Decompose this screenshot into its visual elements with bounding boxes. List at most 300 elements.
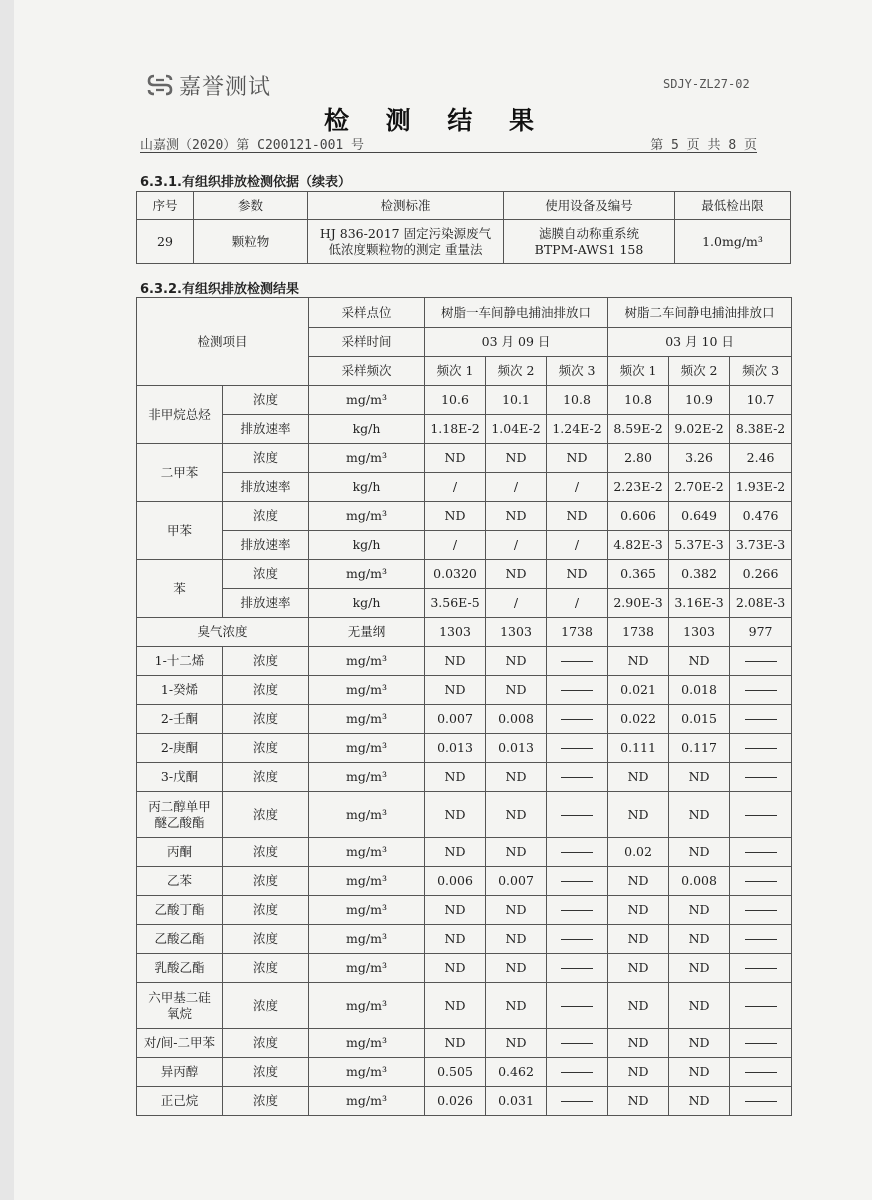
basis-header-cell: 使用设备及编号 (504, 192, 675, 220)
section-title-basis: 6.3.1.有组织排放检测依据（续表） (140, 175, 351, 190)
unit-cell: kg/h (309, 473, 425, 502)
value-cell: 0.117 (669, 734, 730, 763)
unit-cell: mg/m³ (309, 838, 425, 867)
table-row (137, 954, 792, 983)
param-cell: 浓度 (223, 867, 309, 896)
value-cell: 0.606 (608, 502, 669, 531)
report-line (140, 132, 757, 153)
dash-mark (745, 748, 777, 749)
value-cell: 0.013 (486, 734, 547, 763)
value-cell (730, 896, 792, 925)
item-name: 丙二醇单甲 醚乙酸酯 (137, 792, 223, 838)
param-cell: 浓度 (223, 386, 309, 415)
dash-mark (561, 1072, 593, 1073)
table-row (137, 415, 792, 444)
value-cell: 3.73E-3 (730, 531, 792, 560)
param-cell: 浓度 (223, 560, 309, 589)
dash-mark (561, 777, 593, 778)
param-cell: 浓度 (223, 676, 309, 705)
value-cell: 3.16E-3 (669, 589, 730, 618)
unit-cell: mg/m³ (309, 763, 425, 792)
value-cell: 0.462 (486, 1058, 547, 1087)
value-cell: 10.7 (730, 386, 792, 415)
value-cell: 0.008 (486, 705, 547, 734)
dash-mark (561, 1101, 593, 1102)
param-cell: 浓度 (223, 1087, 309, 1116)
value-cell: ND (425, 896, 486, 925)
value-cell: ND (669, 954, 730, 983)
value-cell (547, 1087, 608, 1116)
value-cell: ND (486, 647, 547, 676)
freq-cell: 频次 1 (425, 357, 486, 386)
dash-mark (745, 719, 777, 720)
value-cell: 1303 (669, 618, 730, 647)
table-row (137, 838, 792, 867)
freq-cell: 频次 2 (669, 357, 730, 386)
unit-cell: mg/m³ (309, 1087, 425, 1116)
table-row (137, 473, 792, 502)
dash-mark (561, 661, 593, 662)
sampling-point-1: 树脂一车间静电捕油排放口 (425, 298, 608, 328)
value-cell: 0.015 (669, 705, 730, 734)
param-cell: 浓度 (223, 954, 309, 983)
value-cell: 2.46 (730, 444, 792, 473)
table-row (137, 705, 792, 734)
dash-mark (561, 881, 593, 882)
item-name: 六甲基二硅 氧烷 (137, 983, 223, 1029)
param-cell: 浓度 (223, 502, 309, 531)
item-name: 乙酸丁酯 (137, 896, 223, 925)
value-cell: 2.70E-2 (669, 473, 730, 502)
table-row (137, 867, 792, 896)
table-row (137, 1087, 792, 1116)
value-cell: ND (669, 763, 730, 792)
logo-text: 嘉誉测试 (179, 74, 272, 100)
dash-mark (561, 719, 593, 720)
table-row (137, 444, 792, 473)
value-cell: 3.26 (669, 444, 730, 473)
value-cell: ND (425, 925, 486, 954)
time-label: 采样时间 (309, 328, 425, 357)
unit-cell: kg/h (309, 589, 425, 618)
value-cell (730, 838, 792, 867)
value-cell: ND (608, 647, 669, 676)
value-cell: ND (608, 1087, 669, 1116)
dash-mark (745, 1072, 777, 1073)
value-cell: ND (486, 838, 547, 867)
value-cell: 0.007 (425, 705, 486, 734)
table-row (137, 386, 792, 415)
value-cell: 0.021 (608, 676, 669, 705)
value-cell (730, 705, 792, 734)
value-cell: 1303 (486, 618, 547, 647)
param-cell: 浓度 (223, 1029, 309, 1058)
value-cell: 2.80 (608, 444, 669, 473)
item-name: 异丙醇 (137, 1058, 223, 1087)
param-cell: 浓度 (223, 444, 309, 473)
value-cell: / (425, 473, 486, 502)
value-cell: ND (486, 676, 547, 705)
page-title: 检 测 结 果 (323, 106, 549, 135)
value-cell: ND (608, 792, 669, 838)
dash-mark (561, 939, 593, 940)
unit-cell: mg/m³ (309, 1058, 425, 1087)
value-cell (547, 867, 608, 896)
param-cell: 浓度 (223, 705, 309, 734)
param-cell: 排放速率 (223, 531, 309, 560)
value-cell: 977 (730, 618, 792, 647)
value-cell: 0.111 (608, 734, 669, 763)
document-code: SDJY-ZL27-02 (663, 77, 750, 91)
value-cell: ND (547, 560, 608, 589)
param-cell: 排放速率 (223, 589, 309, 618)
value-cell: 0.018 (669, 676, 730, 705)
value-cell: 1303 (425, 618, 486, 647)
param-cell: 排放速率 (223, 415, 309, 444)
table-row (137, 1058, 792, 1087)
value-cell: 10.1 (486, 386, 547, 415)
table-row (137, 734, 792, 763)
value-cell: 3.56E-5 (425, 589, 486, 618)
value-cell: ND (486, 896, 547, 925)
dash-mark (745, 1101, 777, 1102)
value-cell: ND (425, 763, 486, 792)
value-cell: 0.007 (486, 867, 547, 896)
value-cell: ND (669, 925, 730, 954)
item-name: 乳酸乙酯 (137, 954, 223, 983)
value-cell (547, 896, 608, 925)
unit-cell: mg/m³ (309, 705, 425, 734)
unit-cell: mg/m³ (309, 896, 425, 925)
value-cell: ND (425, 792, 486, 838)
table-row (137, 647, 792, 676)
value-cell: 0.022 (608, 705, 669, 734)
unit-cell: mg/m³ (309, 386, 425, 415)
value-cell: ND (486, 502, 547, 531)
value-cell: ND (608, 1058, 669, 1087)
value-cell: ND (425, 838, 486, 867)
value-cell (547, 838, 608, 867)
item-name: 乙苯 (137, 867, 223, 896)
value-cell (547, 763, 608, 792)
param-cell: 浓度 (223, 838, 309, 867)
value-cell: ND (425, 983, 486, 1029)
dash-mark (561, 968, 593, 969)
value-cell: ND (669, 1087, 730, 1116)
value-cell: ND (669, 647, 730, 676)
param-cell: 浓度 (223, 792, 309, 838)
value-cell: ND (486, 954, 547, 983)
dash-mark (745, 1043, 777, 1044)
basis-table (136, 191, 791, 264)
unit-cell: mg/m³ (309, 867, 425, 896)
value-cell (730, 763, 792, 792)
param-cell: 浓度 (223, 647, 309, 676)
dash-mark (561, 748, 593, 749)
dash-mark (561, 815, 593, 816)
value-cell: / (425, 531, 486, 560)
item-name: 2-庚酮 (137, 734, 223, 763)
value-cell: / (547, 531, 608, 560)
basis-limit: 1.0mg/m³ (675, 220, 791, 264)
value-cell: 0.008 (669, 867, 730, 896)
value-cell: ND (608, 954, 669, 983)
report-number: 山嘉测（2020）第 C200121-001 号 (140, 138, 365, 153)
value-cell: ND (486, 763, 547, 792)
value-cell (547, 705, 608, 734)
table-row (137, 896, 792, 925)
param-cell: 浓度 (223, 896, 309, 925)
value-cell (730, 983, 792, 1029)
value-cell: 10.8 (608, 386, 669, 415)
item-name: 丙酮 (137, 838, 223, 867)
value-cell: 0.006 (425, 867, 486, 896)
value-cell (547, 734, 608, 763)
value-cell: 0.505 (425, 1058, 486, 1087)
value-cell: 10.6 (425, 386, 486, 415)
value-cell: ND (486, 1029, 547, 1058)
basis-param: 颗粒物 (194, 220, 308, 264)
value-cell: ND (608, 763, 669, 792)
value-cell: 2.08E-3 (730, 589, 792, 618)
item-name: 1-癸烯 (137, 676, 223, 705)
value-cell: 1738 (547, 618, 608, 647)
value-cell: ND (425, 647, 486, 676)
value-cell: ND (486, 983, 547, 1029)
param-cell: 浓度 (223, 983, 309, 1029)
table-row (137, 763, 792, 792)
item-name: 乙酸乙酯 (137, 925, 223, 954)
table-row (137, 560, 792, 589)
value-cell: 0.476 (730, 502, 792, 531)
unit-cell: mg/m³ (309, 1029, 425, 1058)
section-title-results: 6.3.2.有组织排放检测结果 (140, 282, 299, 297)
value-cell: 0.013 (425, 734, 486, 763)
item-name: 正己烷 (137, 1087, 223, 1116)
table-row (137, 531, 792, 560)
value-cell (547, 925, 608, 954)
unit-cell: mg/m³ (309, 792, 425, 838)
unit-cell: mg/m³ (309, 647, 425, 676)
value-cell: ND (669, 896, 730, 925)
value-cell: 1.18E-2 (425, 415, 486, 444)
sampling-date-2: 03 月 10 日 (608, 328, 792, 357)
value-cell: ND (669, 983, 730, 1029)
dash-mark (745, 939, 777, 940)
value-cell: ND (486, 925, 547, 954)
value-cell (730, 1087, 792, 1116)
value-cell: / (547, 473, 608, 502)
value-cell (730, 734, 792, 763)
sampling-date-1: 03 月 09 日 (425, 328, 608, 357)
value-cell: 2.23E-2 (608, 473, 669, 502)
item-name: 1-十二烯 (137, 647, 223, 676)
unit-cell: 无量纲 (309, 618, 425, 647)
dash-mark (745, 815, 777, 816)
value-cell: 5.37E-3 (669, 531, 730, 560)
value-cell: ND (486, 444, 547, 473)
unit-cell: mg/m³ (309, 560, 425, 589)
dash-mark (745, 881, 777, 882)
table-row (137, 1029, 792, 1058)
value-cell: 4.82E-3 (608, 531, 669, 560)
item-name: 2-壬酮 (137, 705, 223, 734)
value-cell: 0.365 (608, 560, 669, 589)
basis-header-cell: 检测标准 (308, 192, 504, 220)
value-cell: ND (425, 676, 486, 705)
value-cell (730, 676, 792, 705)
basis-header-row (137, 192, 791, 220)
dash-mark (561, 1006, 593, 1007)
logo-icon (147, 72, 173, 98)
value-cell: ND (486, 560, 547, 589)
value-cell: 0.649 (669, 502, 730, 531)
basis-header-cell: 最低检出限 (675, 192, 791, 220)
value-cell: ND (608, 983, 669, 1029)
basis-row (137, 220, 791, 264)
dash-mark (561, 1043, 593, 1044)
param-cell: 排放速率 (223, 473, 309, 502)
basis-standard: HJ 836-2017 固定污染源废气 低浓度颗粒物的测定 重量法 (308, 220, 504, 264)
freq-cell: 频次 1 (608, 357, 669, 386)
unit-cell: kg/h (309, 531, 425, 560)
value-cell: 0.02 (608, 838, 669, 867)
param-cell: 浓度 (223, 734, 309, 763)
unit-cell: mg/m³ (309, 983, 425, 1029)
table-row (137, 589, 792, 618)
value-cell (730, 647, 792, 676)
value-cell: ND (425, 502, 486, 531)
value-cell: 8.38E-2 (730, 415, 792, 444)
param-cell: 浓度 (223, 763, 309, 792)
table-row (137, 502, 792, 531)
item-name: 二甲苯 (137, 444, 223, 502)
unit-cell: mg/m³ (309, 502, 425, 531)
basis-header-cell: 参数 (194, 192, 308, 220)
results-table (136, 297, 792, 1116)
value-cell (547, 647, 608, 676)
value-cell (730, 1058, 792, 1087)
value-cell: / (486, 473, 547, 502)
value-cell: / (547, 589, 608, 618)
value-cell (547, 954, 608, 983)
basis-equipment: 滤膜自动称重系统 BTPM-AWS1 158 (504, 220, 675, 264)
unit-cell: mg/m³ (309, 444, 425, 473)
value-cell: ND (608, 896, 669, 925)
value-cell: 8.59E-2 (608, 415, 669, 444)
value-cell: 9.02E-2 (669, 415, 730, 444)
value-cell: 2.90E-3 (608, 589, 669, 618)
value-cell: / (486, 531, 547, 560)
dash-mark (745, 1006, 777, 1007)
value-cell (730, 925, 792, 954)
unit-cell: mg/m³ (309, 676, 425, 705)
dash-mark (745, 852, 777, 853)
value-cell: 0.266 (730, 560, 792, 589)
value-cell: 0.382 (669, 560, 730, 589)
item-name: 甲苯 (137, 502, 223, 560)
value-cell: 0.026 (425, 1087, 486, 1116)
value-cell: ND (608, 1029, 669, 1058)
dash-mark (745, 777, 777, 778)
value-cell (547, 1058, 608, 1087)
dash-mark (745, 661, 777, 662)
value-cell: ND (669, 1029, 730, 1058)
value-cell: ND (608, 867, 669, 896)
basis-header-cell: 序号 (137, 192, 194, 220)
dash-mark (561, 690, 593, 691)
value-cell (547, 1029, 608, 1058)
freq-cell: 频次 3 (730, 357, 792, 386)
value-cell: 0.0320 (425, 560, 486, 589)
value-cell: ND (425, 954, 486, 983)
unit-cell: mg/m³ (309, 734, 425, 763)
value-cell: 0.031 (486, 1087, 547, 1116)
table-row (137, 792, 792, 838)
table-row (137, 983, 792, 1029)
value-cell: 1.04E-2 (486, 415, 547, 444)
item-name: 3-戊酮 (137, 763, 223, 792)
value-cell: 1.24E-2 (547, 415, 608, 444)
header-row-point (137, 298, 792, 328)
param-cell: 浓度 (223, 1058, 309, 1087)
value-cell: 10.9 (669, 386, 730, 415)
unit-cell: mg/m³ (309, 925, 425, 954)
item-header: 检测项目 (137, 298, 309, 386)
value-cell (730, 867, 792, 896)
item-name: 臭气浓度 (137, 618, 309, 647)
value-cell: ND (425, 1029, 486, 1058)
value-cell: 1.93E-2 (730, 473, 792, 502)
company-logo (147, 70, 271, 100)
sampling-point-2: 树脂二车间静电捕油排放口 (608, 298, 792, 328)
basis-no: 29 (137, 220, 194, 264)
table-row (137, 925, 792, 954)
item-name: 非甲烷总烃 (137, 386, 223, 444)
dash-mark (561, 910, 593, 911)
freq-cell: 频次 3 (547, 357, 608, 386)
value-cell (730, 792, 792, 838)
value-cell (730, 954, 792, 983)
value-cell: ND (669, 838, 730, 867)
value-cell: ND (486, 792, 547, 838)
freq-cell: 频次 2 (486, 357, 547, 386)
dash-mark (745, 968, 777, 969)
dash-mark (745, 910, 777, 911)
value-cell: ND (547, 502, 608, 531)
value-cell: ND (669, 1058, 730, 1087)
freq-label: 采样频次 (309, 357, 425, 386)
item-name: 对/间-二甲苯 (137, 1029, 223, 1058)
item-name: 苯 (137, 560, 223, 618)
dash-mark (561, 852, 593, 853)
dash-mark (745, 690, 777, 691)
unit-cell: kg/h (309, 415, 425, 444)
table-row (137, 618, 792, 647)
value-cell: 10.8 (547, 386, 608, 415)
value-cell (547, 676, 608, 705)
value-cell: ND (669, 792, 730, 838)
value-cell: ND (425, 444, 486, 473)
page-edge (0, 0, 14, 1200)
value-cell: ND (547, 444, 608, 473)
value-cell: / (486, 589, 547, 618)
table-row (137, 676, 792, 705)
value-cell (547, 792, 608, 838)
value-cell: 1738 (608, 618, 669, 647)
value-cell: ND (608, 925, 669, 954)
value-cell (730, 1029, 792, 1058)
